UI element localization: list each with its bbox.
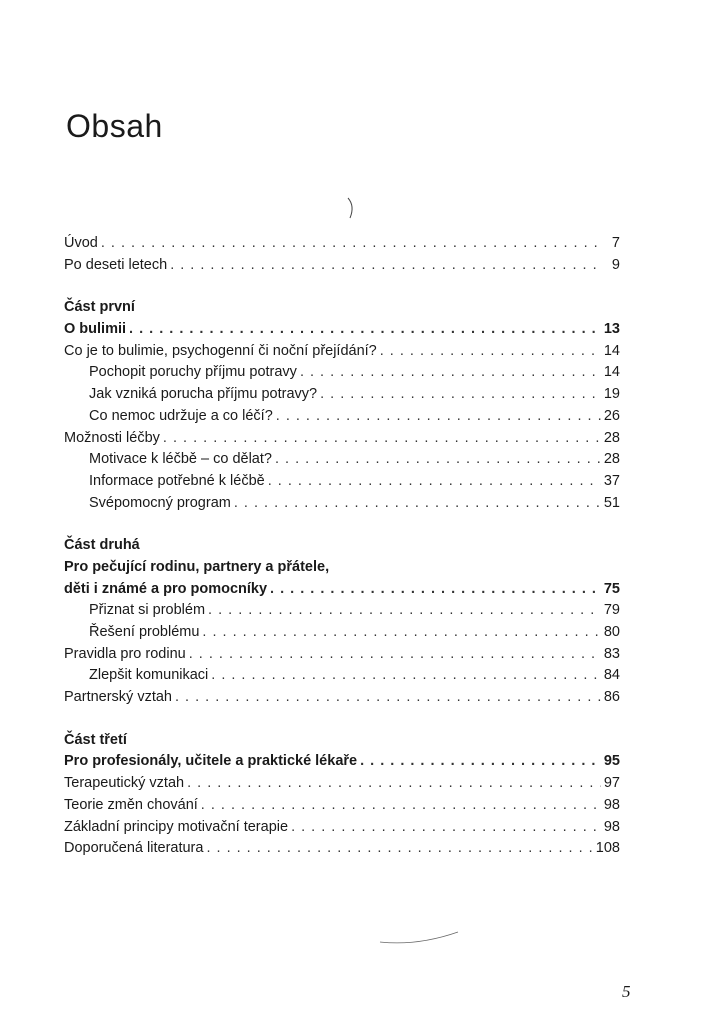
toc-entry-label: Partnerský vztah — [64, 689, 172, 706]
toc-entry-page: 83 — [603, 645, 620, 662]
dot-leader — [202, 622, 600, 644]
toc-entry — [64, 428, 620, 450]
table-of-contents — [64, 233, 620, 860]
toc-entry-page: 75 — [603, 580, 620, 597]
part-heading: Část druhá — [64, 537, 140, 554]
toc-entry-page: 98 — [603, 796, 620, 813]
toc-entry-label: Svépomocný program — [89, 494, 231, 511]
toc-entry-page: 98 — [603, 818, 620, 835]
toc-subentry — [64, 406, 620, 428]
toc-entry-page: 9 — [611, 256, 620, 273]
part-main-entry — [64, 751, 620, 773]
dot-leader — [300, 362, 601, 384]
toc-entry-page: 28 — [603, 429, 620, 446]
toc-subentry — [64, 622, 620, 644]
dot-leader — [206, 838, 592, 860]
toc-entry-page: 14 — [603, 364, 620, 381]
toc-entry-page: 97 — [603, 775, 620, 792]
toc-entry-label: Přiznat si problém — [89, 602, 206, 619]
dot-leader — [187, 773, 601, 795]
toc-entry-label: Pravidla pro rodinu — [64, 645, 186, 662]
toc-entry-page: 26 — [603, 407, 620, 424]
toc-entry-uvod — [64, 233, 620, 255]
toc-entry-label: Po deseti letech — [64, 256, 168, 273]
dot-leader — [320, 384, 601, 406]
dot-leader — [276, 406, 601, 428]
dot-leader — [270, 579, 601, 601]
toc-entry-page: 95 — [603, 753, 620, 770]
toc-entry-page: 84 — [603, 667, 620, 684]
toc-subentry — [64, 600, 620, 622]
toc-entry-label: Terapeutický vztah — [64, 775, 185, 792]
dot-leader — [170, 255, 603, 277]
toc-entry-page: 86 — [603, 689, 620, 706]
toc-entry-label: Úvod — [64, 235, 98, 251]
toc-entry — [64, 795, 620, 817]
dot-leader — [234, 493, 601, 515]
toc-entry-label: Pro profesionály, učitele a praktické lékaře — [64, 753, 358, 770]
toc-entry — [64, 687, 620, 709]
toc-subentry — [64, 493, 620, 515]
toc-entry-label: Teorie změn chování — [64, 796, 198, 813]
dot-leader — [291, 817, 601, 839]
toc-subentry — [64, 384, 620, 406]
dot-leader — [163, 428, 601, 450]
toc-subentry — [64, 449, 620, 471]
toc-subentry — [64, 471, 620, 493]
toc-entry-label: Zlepšit komunikaci — [89, 667, 209, 684]
toc-entry-label: Základní principy motivační terapie — [64, 818, 289, 835]
toc-entry-page: 7 — [611, 235, 620, 251]
part-main-entry-line1: Pro pečující rodinu, partnery a přátele, — [64, 558, 330, 575]
part-main-entry — [64, 579, 620, 601]
toc-entry — [64, 644, 620, 666]
toc-entry-label: Co je to bulimie, psychogenní či noční přejídání? — [64, 342, 377, 359]
toc-entry-label: Řešení problému — [89, 624, 200, 640]
dot-leader — [189, 644, 601, 666]
toc-subentry — [64, 665, 620, 687]
toc-entry-label: Jak vzniká porucha příjmu potravy? — [89, 386, 318, 403]
part-heading: Část první — [64, 299, 135, 316]
toc-entry — [64, 838, 620, 860]
toc-entry — [64, 817, 620, 839]
part-main-entry — [64, 319, 620, 341]
toc-entry-label: Motivace k léčbě – co dělat? — [89, 451, 272, 468]
dot-leader — [380, 341, 601, 363]
toc-entry-label: Možnosti léčby — [64, 429, 160, 446]
dot-leader — [101, 233, 603, 255]
page-number: 5 — [622, 982, 631, 1001]
toc-entry — [64, 341, 620, 363]
dot-leader — [208, 600, 601, 622]
dot-leader — [268, 471, 601, 493]
toc-entry-label: O bulimii — [64, 321, 127, 338]
toc-entry-po-deseti-letech — [64, 255, 620, 277]
scan-mark — [378, 928, 462, 948]
toc-entry-label: Informace potřebné k léčbě — [89, 472, 265, 489]
dot-leader — [201, 795, 601, 817]
toc-entry-page: 80 — [603, 624, 620, 640]
toc-entry-label: děti i známé a pro pomocníky — [64, 580, 268, 597]
toc-subentry — [64, 362, 620, 384]
dot-leader — [211, 665, 601, 687]
toc-entry-page: 13 — [603, 321, 620, 338]
toc-entry — [64, 773, 620, 795]
toc-entry-page: 79 — [603, 602, 620, 619]
dot-leader — [360, 751, 601, 773]
page-title: Obsah — [66, 108, 163, 144]
toc-entry-label: Co nemoc udržuje a co léčí? — [89, 407, 273, 424]
toc-entry-page: 37 — [603, 472, 620, 489]
toc-entry-page: 28 — [603, 451, 620, 468]
toc-entry-page: 14 — [603, 342, 620, 359]
toc-entry-label: Doporučená literatura — [64, 840, 204, 857]
part-heading: Část třetí — [64, 731, 127, 748]
toc-entry-page: 51 — [603, 494, 620, 511]
dot-leader — [275, 449, 601, 471]
toc-entry-label: Pochopit poruchy příjmu potravy — [89, 364, 297, 381]
toc-entry-page: 19 — [603, 386, 620, 403]
dot-leader — [175, 687, 601, 709]
scan-mark — [345, 196, 359, 220]
dot-leader — [129, 319, 601, 341]
toc-entry-page: 108 — [595, 840, 620, 857]
